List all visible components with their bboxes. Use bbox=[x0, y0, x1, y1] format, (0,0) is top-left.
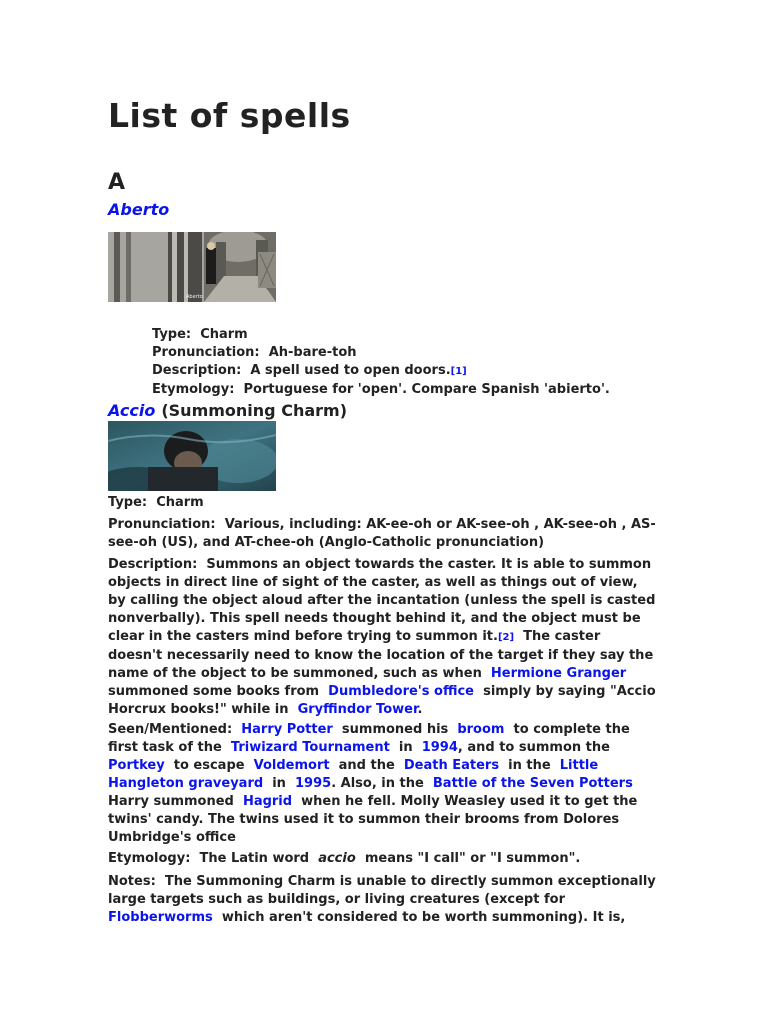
type-value: Charm bbox=[156, 495, 204, 510]
notes-label: Notes: bbox=[108, 874, 156, 889]
link-broom[interactable]: broom bbox=[457, 722, 505, 737]
desc-text-2: The caster doesn't necessarily need to know the location of the target if they say the name of the object to be summoned, such as when bbox=[108, 629, 654, 681]
pron-value: Various, including: AK-ee-oh or AK-see-oh , AK-see-oh , AS-see-oh (US), and AT-chee-oh (Anglo-Catholic pronunciation) bbox=[108, 517, 656, 550]
spell-subtitle: (Summoning Charm) bbox=[161, 401, 347, 420]
etym-value: Portuguese for 'open'. Compare Spanish 'abierto'. bbox=[243, 382, 610, 397]
type-value: Charm bbox=[200, 327, 248, 342]
spell-heading-aberto bbox=[108, 200, 169, 219]
notes-text-1: The Summoning Charm is unable to directly summon exceptionally large targets such as buildings, or living creatures (except for bbox=[108, 874, 656, 907]
seen-text-7: in the bbox=[508, 758, 551, 773]
seen-text-2: to complete the first task of the bbox=[108, 722, 630, 755]
reference-link-1[interactable]: [1] bbox=[450, 366, 467, 377]
desc-text-3: summoned some books from bbox=[108, 684, 320, 699]
desc-text-5: . bbox=[417, 702, 423, 717]
etym-word: accio bbox=[318, 851, 356, 866]
desc-label: Description: bbox=[152, 363, 242, 378]
link-death-eaters[interactable]: Death Eaters bbox=[403, 758, 500, 773]
section-heading-a: A bbox=[108, 170, 126, 195]
accio-etymology bbox=[108, 850, 656, 868]
link-flobberworms[interactable]: Flobberworms bbox=[108, 910, 213, 925]
aberto-image-caption: Aberto bbox=[186, 294, 203, 300]
page-title: List of spells bbox=[108, 96, 351, 135]
accio-image bbox=[108, 421, 276, 491]
pron-value: Ah-bare-toh bbox=[268, 345, 357, 360]
link-1995[interactable]: 1995 bbox=[295, 776, 332, 791]
accio-notes bbox=[108, 873, 656, 927]
link-little-hangleton-graveyard[interactable]: Little Hangleton graveyard bbox=[108, 758, 599, 791]
aberto-type-row bbox=[152, 326, 610, 344]
notes-text-2: which aren't considered to be worth summoning). It is, bbox=[221, 910, 626, 925]
desc-value: A spell used to open doors. bbox=[250, 363, 451, 378]
link-triwizard-tournament[interactable]: Triwizard Tournament bbox=[230, 740, 390, 755]
link-hagrid[interactable]: Hagrid bbox=[242, 794, 293, 809]
accio-pronunciation bbox=[108, 516, 656, 552]
seen-label: Seen/Mentioned: bbox=[108, 722, 233, 737]
seen-text-6: and the bbox=[338, 758, 395, 773]
link-hermione-granger[interactable]: Hermione Granger bbox=[490, 666, 627, 681]
link-voldemort[interactable]: Voldemort bbox=[253, 758, 330, 773]
etym-label: Etymology: bbox=[152, 382, 235, 397]
accio-description bbox=[108, 556, 656, 719]
seen-text-4: , and to summon the bbox=[457, 740, 610, 755]
link-harry-potter[interactable]: Harry Potter bbox=[241, 722, 333, 737]
accio-type bbox=[108, 494, 656, 512]
aberto-desc-row bbox=[152, 362, 610, 381]
type-label: Type: bbox=[108, 495, 148, 510]
accio-seen-mentioned bbox=[108, 721, 656, 847]
seen-text-11: when he fell. Molly Weasley used it to get the twins' candy. The twins used it to summon their brooms from Dolores Umbridge's office bbox=[108, 794, 638, 845]
pron-label: Pronunciation: bbox=[108, 517, 216, 532]
spell-heading-accio bbox=[108, 401, 347, 420]
etym-text-1: The Latin word bbox=[199, 851, 310, 866]
aberto-details bbox=[152, 326, 610, 399]
reference-link-2[interactable]: [2] bbox=[497, 632, 515, 643]
desc-text-1: Summons an object towards the caster. It is able to summon objects in direct line of sight of the caster, as well as things out of view, by calling the object aloud after the incantation (unless the spell is casted nonverbally). This spell needs thought behind it, and the object must be clear in the casters mind before trying to summon it. bbox=[108, 557, 656, 644]
spell-link-accio[interactable]: Accio bbox=[108, 401, 156, 420]
type-label: Type: bbox=[152, 327, 192, 342]
link-gryffindor-tower[interactable]: Gryffindor Tower bbox=[297, 702, 418, 717]
aberto-pron-row bbox=[152, 344, 610, 362]
link-1994[interactable]: 1994 bbox=[421, 740, 458, 755]
spell-link-aberto[interactable]: Aberto bbox=[108, 200, 170, 219]
link-battle-of-the-seven-potters[interactable]: Battle of the Seven Potters bbox=[432, 776, 633, 791]
seen-text-5: to escape bbox=[173, 758, 245, 773]
link-dumbledores-office[interactable]: Dumbledore's office bbox=[328, 684, 475, 699]
seen-text-3: in bbox=[398, 740, 413, 755]
seen-text-1: summoned his bbox=[341, 722, 449, 737]
desc-text-4: simply by saying "Accio Horcrux books!" while in bbox=[108, 684, 656, 717]
link-portkey[interactable]: Portkey bbox=[108, 758, 165, 773]
aberto-etym-row bbox=[152, 381, 610, 399]
seen-text-9: . Also, in the bbox=[331, 776, 424, 791]
pron-label: Pronunciation: bbox=[152, 345, 260, 360]
desc-label: Description: bbox=[108, 557, 198, 572]
aberto-image bbox=[108, 232, 276, 302]
etym-text-2: means "I call" or "I summon". bbox=[364, 851, 581, 866]
seen-text-10: Harry summoned bbox=[108, 794, 234, 809]
etym-label: Etymology: bbox=[108, 851, 191, 866]
seen-text-8: in bbox=[272, 776, 286, 791]
